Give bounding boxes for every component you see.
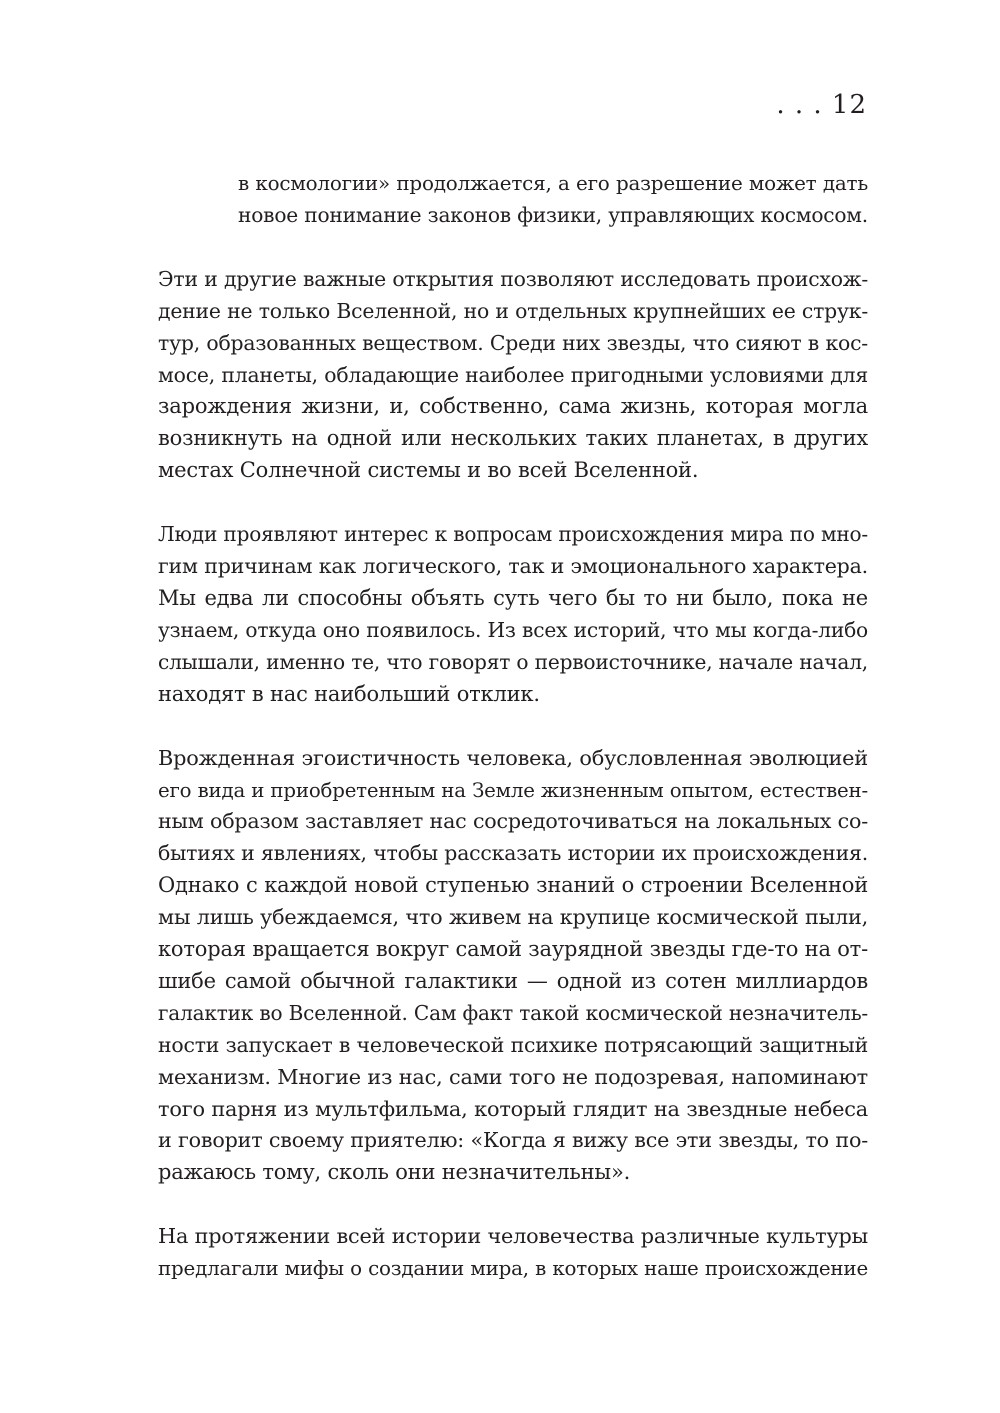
text-line: На протяжении всей истории человечества различные культуры [158, 1224, 868, 1249]
text-line: бытиях и явлениях, чтобы рассказать истории их происхождения. [158, 841, 868, 866]
page-number: . . . 12 [776, 90, 867, 120]
text-line: новое понимание законов физики, управляющих космосом. [238, 202, 868, 227]
text-line: его вида и приобретенным на Земле жизненным опытом, естествен- [158, 778, 868, 802]
text-line: Эти и другие важные открытия позволяют исследовать происхож- [158, 266, 868, 291]
text-line: Мы едва ли способны объять суть чего бы то ни было, пока не [158, 585, 868, 610]
text-line: галактик во Вселенной. Сам факт такой космической незначитель- [158, 1000, 868, 1025]
text-line: дение не только Вселенной, но и отдельных крупнейших ее струк- [158, 298, 868, 323]
text-line: в космологии» продолжается, а его разрешение может дать [238, 172, 868, 195]
text-line: возникнуть на одной или нескольких таких планетах, в других [158, 426, 868, 451]
text-line: Врожденная эгоистичность человека, обусловленная эволюцией [158, 745, 868, 770]
text-line: мосе, планеты, обладающие наиболее пригодными условиями для [158, 362, 868, 387]
text-line: узнаем, откуда оно появилось. Из всех историй, что мы когда-либо [158, 617, 868, 642]
text-line: шибе самой обычной галактики — одной из сотен миллиардов [158, 968, 868, 993]
paragraph-3 [158, 743, 868, 1190]
text-column [158, 168, 868, 1285]
text-line: ности запускает в человеческой психике потрясающий защитный [158, 1032, 868, 1057]
quote-block [238, 168, 868, 232]
text-line: гим причинам как логического, так и эмоционального характера. [158, 554, 868, 579]
text-line: Люди проявляют интерес к вопросам происхождения мира по мно- [158, 522, 868, 547]
text-line: местах Солнечной системы и во всей Вселенной. [158, 458, 699, 483]
text-line: которая вращается вокруг самой заурядной звезды где-то на от- [158, 937, 868, 962]
text-line: мы лишь убеждаемся, что живем на крупице космической пыли, [158, 905, 868, 930]
text-line: слышали, именно те, что говорят о первоисточнике, начале начал, [158, 649, 868, 674]
text-line: предлагали мифы о создании мира, в которых наше происхождение [158, 1257, 868, 1281]
text-line: Однако с каждой новой ступенью знаний о строении Вселенной [158, 873, 868, 898]
paragraph-1 [158, 264, 868, 487]
text-line: механизм. Многие из нас, сами того не подозревая, напоминают [158, 1064, 868, 1089]
paragraph-2 [158, 519, 868, 710]
text-line: того парня из мультфильма, который глядит на звездные небеса [158, 1096, 868, 1121]
text-line: ражаюсь тому, сколь они незначительны». [158, 1160, 631, 1185]
text-line: ным образом заставляет нас сосредоточиваться на локальных со- [158, 809, 868, 834]
text-line: и говорит своему приятелю: «Когда я вижу все эти звезды, то по- [158, 1128, 868, 1153]
text-line: зарождения жизни, и, собственно, сама жизнь, которая могла [158, 394, 868, 419]
paragraph-4 [158, 1221, 868, 1285]
text-line: тур, образованных веществом. Среди них звезды, что сияют в кос- [158, 330, 868, 355]
text-line: находят в нас наибольший отклик. [158, 681, 540, 706]
